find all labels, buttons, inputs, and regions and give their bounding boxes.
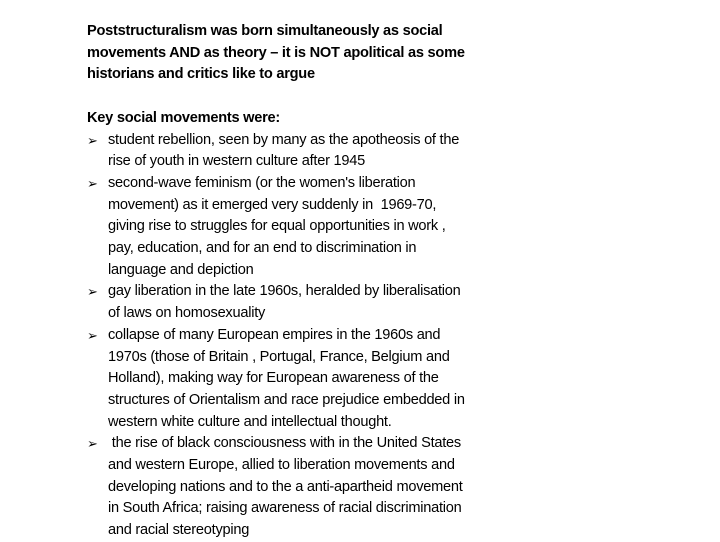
bullet-line: developing nations and to the a anti-apartheid movement [108, 478, 463, 495]
intro-line: movements AND as theory – it is NOT apolitical as some [87, 44, 465, 61]
bullet-line: giving rise to struggles for equal opportunities in work , [108, 218, 446, 235]
bullet-item [87, 130, 547, 173]
bullet-line: gay liberation in the late 1960s, heralded by liberalisation [108, 283, 461, 300]
bullet-line: of laws on homosexuality [108, 305, 266, 322]
arrow-bullet-icon: ➢ [87, 175, 98, 191]
bullet-item [87, 281, 547, 324]
bullet-line: language and depiction [108, 261, 254, 278]
bullet-line: and racial stereotyping [108, 522, 250, 539]
bullet-line: collapse of many European empires in the 1960s and [108, 326, 441, 343]
intro-line: historians and critics like to argue [87, 66, 315, 83]
arrow-bullet-icon: ➢ [87, 132, 98, 148]
bullet-line: rise of youth in western culture after 1945 [108, 153, 365, 170]
intro-line: Poststructuralism was born simultaneously as social [87, 23, 443, 39]
arrow-bullet-icon: ➢ [87, 327, 98, 343]
bullet-line: second-wave feminism (or the women's liberation [108, 174, 416, 191]
bullet-line: in South Africa; raising awareness of racial discrimination [108, 500, 462, 517]
bullet-item [87, 325, 547, 434]
intro-paragraph [87, 21, 547, 86]
slide-content [87, 21, 547, 542]
bullet-line: the rise of black consciousness with in the United States [108, 435, 461, 452]
bullet-line: and western Europe, allied to liberation movements and [108, 457, 455, 474]
arrow-bullet-icon: ➢ [87, 284, 98, 300]
bullet-line: western white culture and intellectual thought. [108, 413, 392, 430]
bullet-line: structures of Orientalism and race prejudice embedded in [108, 391, 465, 408]
bullet-line: 1970s (those of Britain , Portugal, France, Belgium and [108, 348, 450, 365]
bullet-item [87, 433, 547, 542]
bullet-line: movement) as it emerged very suddenly in 1969-70, [108, 196, 437, 213]
bullet-line: student rebellion, seen by many as the apotheosis of the [108, 131, 460, 148]
bullet-line: Holland), making way for European awareness of the [108, 370, 439, 387]
bullet-item [87, 173, 547, 282]
list-heading: Key social movements were: [87, 109, 281, 126]
bullet-list [87, 130, 547, 542]
arrow-bullet-icon: ➢ [87, 436, 98, 452]
bullet-line: pay, education, and for an end to discrimination in [108, 240, 417, 257]
